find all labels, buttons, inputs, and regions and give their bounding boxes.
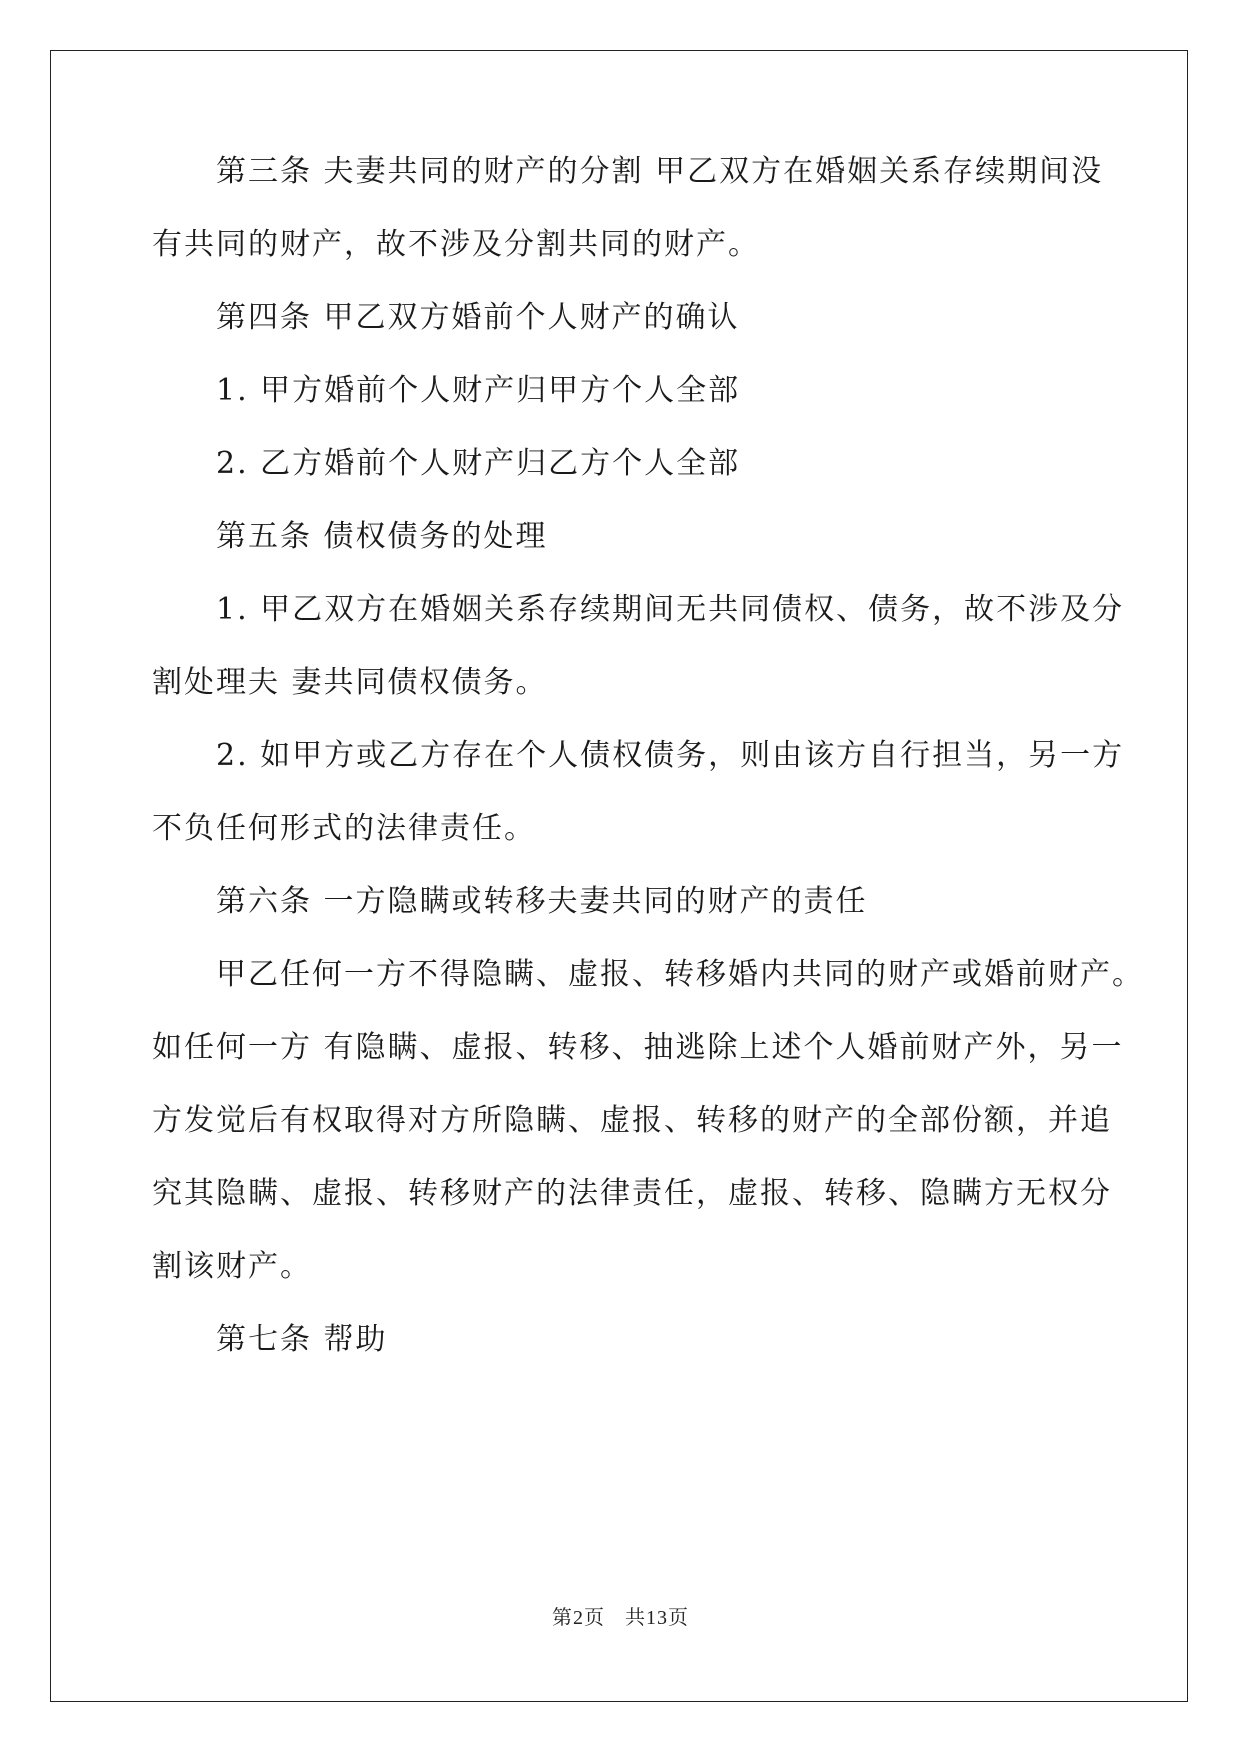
page-suffix: 页: [584, 1605, 605, 1629]
line-article-5-item-2-cont: 不负任何形式的法律责任。: [152, 811, 536, 846]
line-article-6-para-3: 方发觉后有权取得对方所隐瞒、虚报、转移的财产的全部份额，并追: [152, 1103, 1112, 1138]
line-article-3-cont: 有共同的财产，故不涉及分割共同的财产。: [152, 227, 760, 262]
line-article-4-item-1: 1. 甲方婚前个人财产归甲方个人全部: [152, 373, 741, 408]
line-article-4-heading: 第四条 甲乙双方婚前个人财产的确认: [152, 300, 740, 335]
total-prefix: 共: [625, 1605, 646, 1629]
line-article-5-item-1-cont: 割处理夫 妻共同债权债务。: [152, 665, 548, 700]
page-prefix: 第: [552, 1605, 573, 1629]
page-footer: [0, 1603, 1241, 1632]
page-current: 2: [573, 1607, 584, 1629]
line-article-5-item-1: 1. 甲乙双方在婚姻关系存续期间无共同债权、债务，故不涉及分: [152, 592, 1125, 627]
line-article-6-para-2: 如任何一方 有隐瞒、虚报、转移、抽逃除上述个人婚前财产外，另一: [152, 1030, 1124, 1065]
line-article-6-heading: 第六条 一方隐瞒或转移夫妻共同的财产的责任: [152, 884, 868, 919]
line-article-7-heading: 第七条 帮助: [152, 1322, 388, 1357]
line-article-4-item-2: 2. 乙方婚前个人财产归乙方个人全部: [152, 446, 741, 481]
line-article-6-para-5: 割该财产。: [152, 1249, 312, 1284]
line-article-3-heading: 第三条 夫妻共同的财产的分割 甲乙双方在婚姻关系存续期间没: [152, 154, 1104, 189]
line-article-5-item-2: 2. 如甲方或乙方存在个人债权债务，则由该方自行担当，另一方: [152, 738, 1125, 773]
line-article-6-para-4: 究其隐瞒、虚报、转移财产的法律责任，虚报、转移、隐瞒方无权分: [152, 1176, 1112, 1211]
line-article-5-heading: 第五条 债权债务的处理: [152, 519, 548, 554]
line-article-6-para-1: 甲乙任何一方不得隐瞒、虚报、转移婚内共同的财产或婚前财产。: [152, 957, 1144, 992]
total-pages: 13: [646, 1607, 668, 1629]
total-suffix: 页: [668, 1605, 689, 1629]
